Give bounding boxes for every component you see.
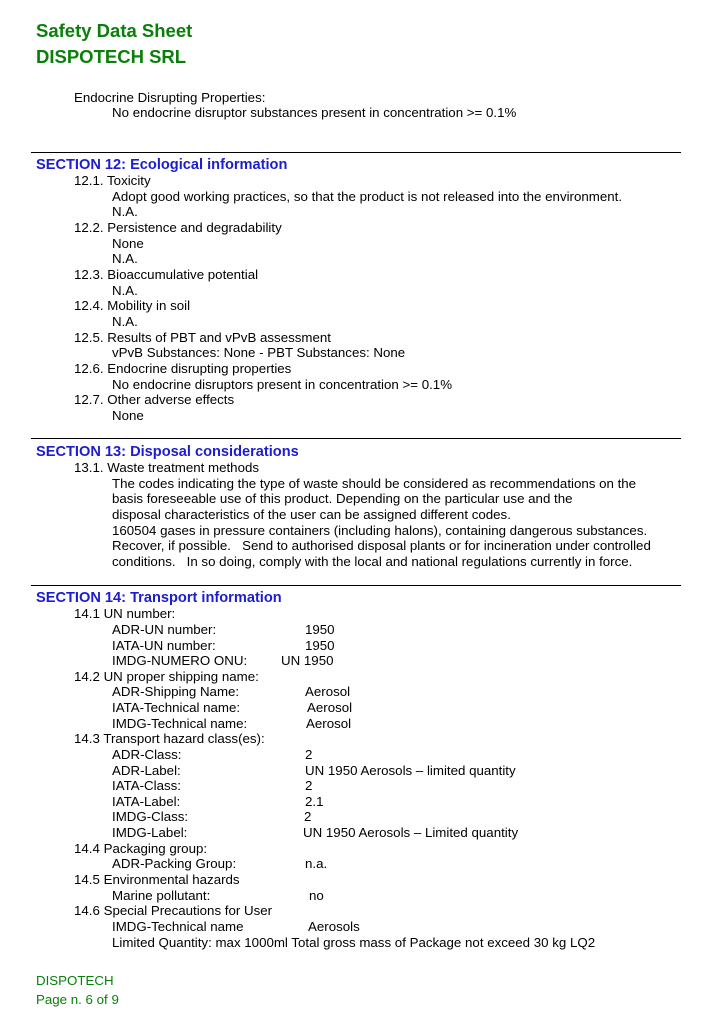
imdg-label-label: IMDG-Label: [112,825,188,840]
item-14-2-label: 14.2 UN proper shipping name: [74,669,259,684]
item-14-1-label: 14.1 UN number: [74,606,176,621]
adr-label-label: ADR-Label: [112,763,181,778]
item-13-1-line: basis foreseeable use of this product. Depending on the particular use and the [112,491,573,506]
item-12-2-text: None [112,236,144,251]
endocrine-label: Endocrine Disrupting Properties: [74,90,266,105]
item-14-6-label: 14.6 Special Precautions for User [74,903,273,918]
adr-class-value: 2 [305,747,313,762]
item-14-4-label: 14.4 Packaging group: [74,841,208,856]
imdg-class-value: 2 [304,809,312,824]
item-13-1-line: disposal characteristics of the user can be assigned different codes. [112,507,511,522]
footer-company: DISPOTECH [36,973,114,988]
item-13-1-line: conditions. In so doing, comply with the local and national regulations currently in force. [112,554,633,569]
marine-pollutant-label: Marine pollutant: [112,888,211,903]
item-13-1-line: The codes indicating the type of waste should be considered as recommendations on the [112,476,637,491]
section-divider [31,585,681,586]
section-12-title: SECTION 12: Ecological information [36,157,288,173]
page-label: Page n. [36,992,82,1007]
section-13-title: SECTION 13: Disposal considerations [36,444,299,460]
item-13-1-label: 13.1. Waste treatment methods [74,460,260,475]
adr-shipping-name-value: Aerosol [305,684,351,699]
imdg-un-number-value: UN 1950 [281,653,334,668]
section-divider [31,152,681,153]
item-12-7-value: None [112,408,144,423]
page-total: 9 [111,992,119,1007]
item-12-3-label: 12.3. Bioaccumulative potential [74,267,259,282]
imdg-technical-name-label: IMDG-Technical name: [112,716,248,731]
item-12-1-value: N.A. [112,204,138,219]
imdg-class-label: IMDG-Class: [112,809,189,824]
company-name: DISPOTECH SRL [36,46,187,67]
page-of-label: of [96,992,108,1007]
iata-technical-name-label: IATA-Technical name: [112,700,241,715]
item-12-1-text: Adopt good working practices, so that the product is not released into the environment. [112,189,623,204]
page-number: 6 [85,992,93,1007]
page-indicator [36,992,119,1008]
section-divider [31,438,681,439]
iata-technical-name-value: Aerosol [307,700,353,715]
adr-packing-group-label: ADR-Packing Group: [112,856,237,871]
imdg-un-number-label: IMDG-NUMERO ONU: [112,653,248,668]
imdg-technical-name-2-value: Aerosols [308,919,360,934]
item-14-3-label: 14.3 Transport hazard class(es): [74,731,265,746]
item-12-7-label: 12.7. Other adverse effects [74,392,235,407]
item-12-5-label: 12.5. Results of PBT and vPvB assessment [74,330,331,345]
adr-un-number-label: ADR-UN number: [112,622,217,637]
endocrine-text: No endocrine disruptor substances present in concentration >= 0.1% [112,105,517,120]
item-12-6-value: No endocrine disruptors present in concentration >= 0.1% [112,377,453,392]
iata-label-value: 2.1 [305,794,324,809]
item-14-5-label: 14.5 Environmental hazards [74,872,240,887]
adr-class-label: ADR-Class: [112,747,182,762]
iata-class-value: 2 [305,778,313,793]
item-12-5-value: vPvB Substances: None - PBT Substances: None [112,345,406,360]
section-14-title: SECTION 14: Transport information [36,590,282,606]
document-title: Safety Data Sheet [36,20,193,41]
item-12-3-value: N.A. [112,283,138,298]
adr-un-number-value: 1950 [305,622,335,637]
item-12-2-value: N.A. [112,251,138,266]
iata-un-number-value: 1950 [305,638,335,653]
limited-quantity-note: Limited Quantity: max 1000ml Total gross mass of Package not exceed 30 kg LQ2 [112,935,596,950]
imdg-technical-name-value: Aerosol [306,716,352,731]
adr-packing-group-value: n.a. [305,856,328,871]
iata-label-label: IATA-Label: [112,794,181,809]
item-13-1-line: 160504 gases in pressure containers (including halons), containing dangerous substances. [112,523,648,538]
imdg-label-value: UN 1950 Aerosols – Limited quantity [303,825,519,840]
imdg-technical-name-2-label: IMDG-Technical name [112,919,244,934]
iata-class-label: IATA-Class: [112,778,181,793]
marine-pollutant-value: no [309,888,324,903]
item-12-1-label: 12.1. Toxicity [74,173,151,188]
adr-label-value: UN 1950 Aerosols – limited quantity [305,763,516,778]
iata-un-number-label: IATA-UN number: [112,638,216,653]
item-12-6-label: 12.6. Endocrine disrupting properties [74,361,292,376]
item-12-4-value: N.A. [112,314,138,329]
item-12-4-label: 12.4. Mobility in soil [74,298,191,313]
adr-shipping-name-label: ADR-Shipping Name: [112,684,240,699]
item-13-1-line: Recover, if possible. Send to authorised disposal plants or for incineration under controlled [112,538,651,553]
item-12-2-label: 12.2. Persistence and degradability [74,220,282,235]
